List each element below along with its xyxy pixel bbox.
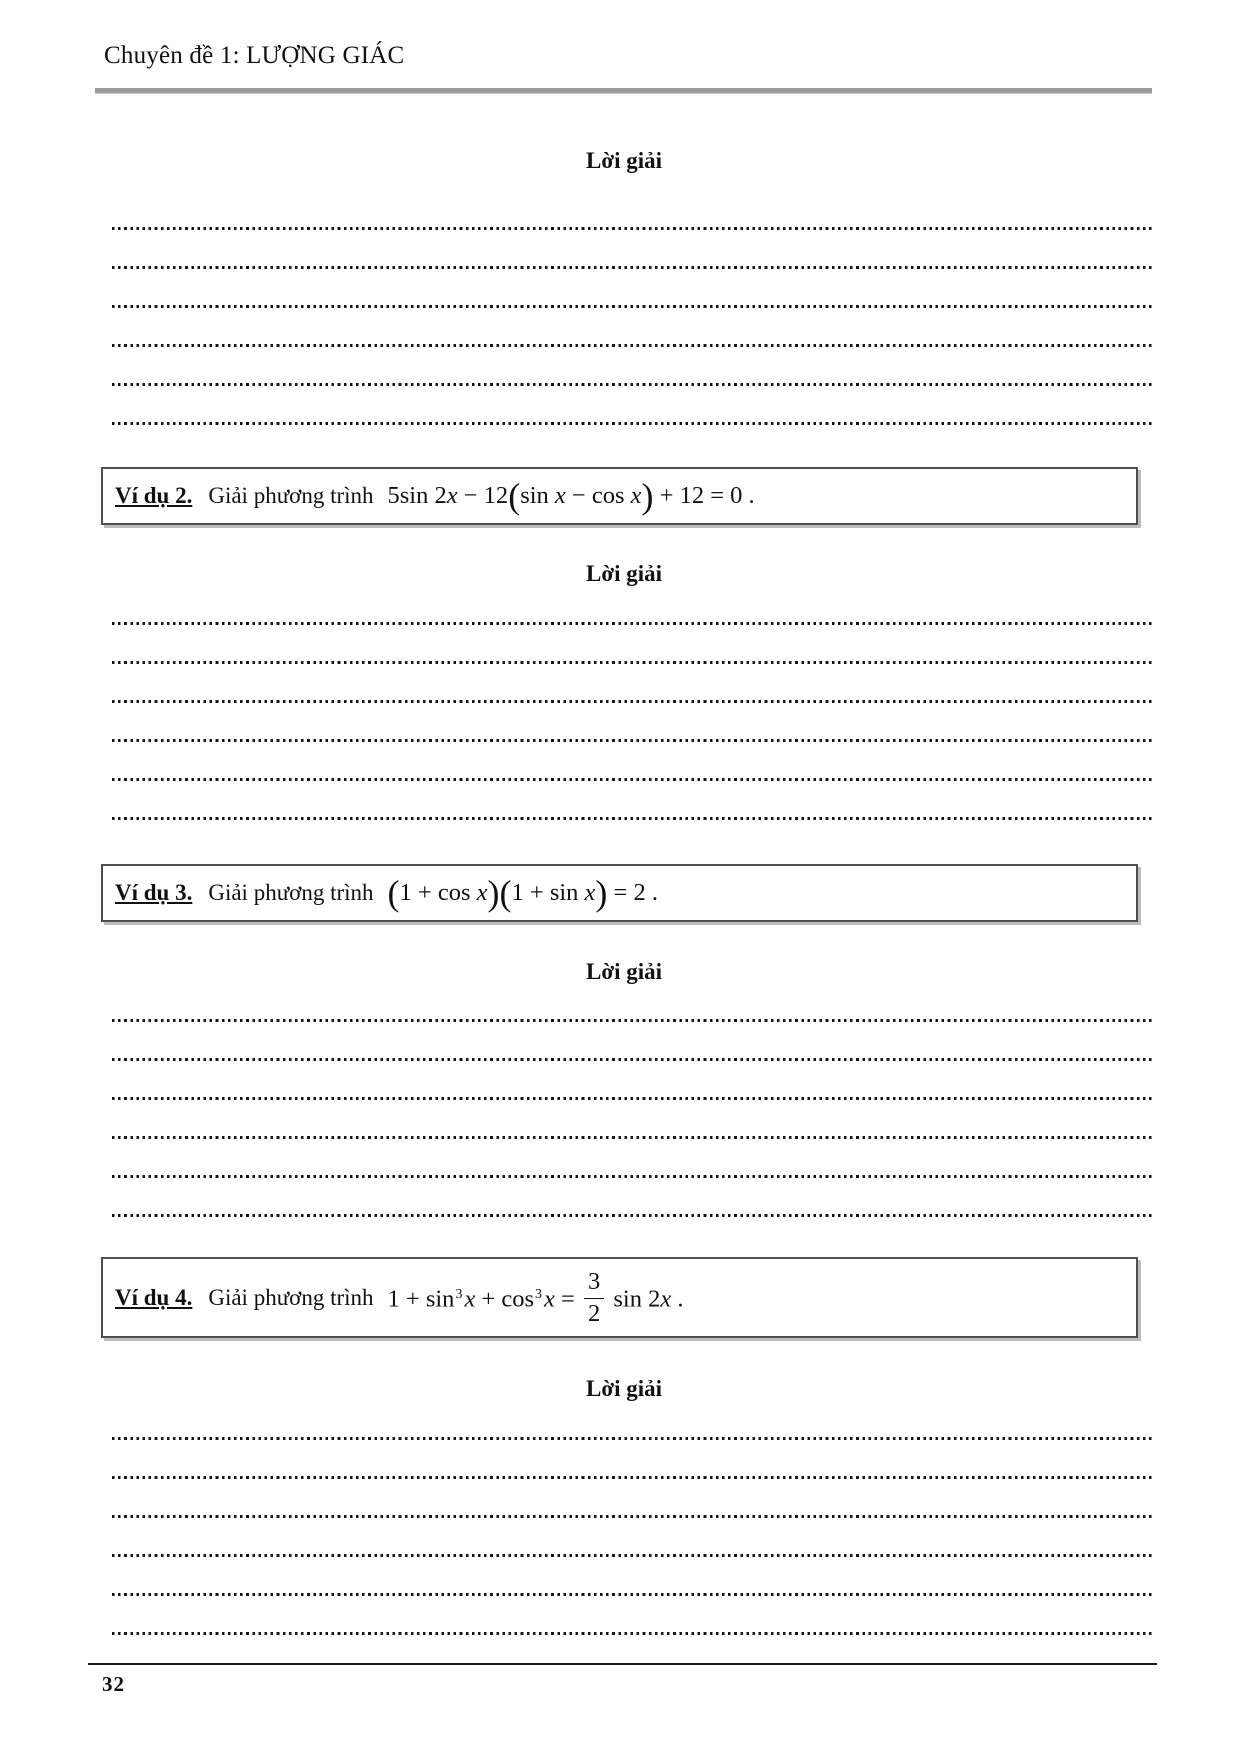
- fraction-numerator: 3: [584, 1269, 604, 1299]
- page-title: Chuyên đề 1: LƯỢNG GIÁC: [104, 42, 405, 69]
- dotted-line: [112, 700, 1154, 703]
- dotted-line: [112, 1554, 1154, 1557]
- example-prompt: Giải phương trình: [208, 1284, 374, 1310]
- exponent: 3: [535, 1286, 543, 1302]
- solution-heading: Lời giải: [586, 1376, 662, 1401]
- answer-lines: [112, 1437, 1154, 1635]
- dotted-line: [112, 1019, 1154, 1022]
- equation: (1 + cos x)(1 + sin x) = 2 .: [387, 873, 658, 913]
- fraction-denominator: 2: [588, 1299, 601, 1327]
- dotted-line: [112, 305, 1154, 308]
- answer-lines: [112, 1019, 1154, 1217]
- dotted-line: [112, 778, 1154, 781]
- header-divider: [95, 88, 1152, 94]
- example-box-3: [101, 864, 1138, 922]
- example-prompt: Giải phương trình: [208, 483, 374, 508]
- footer-divider: [88, 1663, 1157, 1665]
- dotted-line: [112, 622, 1154, 625]
- dotted-line: [112, 1632, 1154, 1635]
- equation: 5sin 2x − 12(sin x − cos x) + 12 = 0 .: [387, 476, 755, 516]
- answer-lines: [112, 622, 1154, 820]
- close-paren: ): [595, 873, 608, 913]
- dotted-line: [112, 266, 1154, 269]
- dotted-line: [112, 1515, 1154, 1518]
- open-paren: (: [387, 873, 400, 913]
- dotted-line: [112, 1593, 1154, 1596]
- answer-lines: [112, 227, 1154, 425]
- page-number: 32: [102, 1672, 125, 1696]
- dotted-line: [112, 383, 1154, 386]
- fraction: [584, 1269, 604, 1326]
- dotted-line: [112, 422, 1154, 425]
- dotted-line: [112, 1214, 1154, 1217]
- close-paren: ): [641, 476, 654, 516]
- dotted-line: [112, 1437, 1154, 1440]
- example-label: Ví dụ 2.: [115, 483, 193, 508]
- dotted-line: [112, 1476, 1154, 1479]
- example-box-4: [101, 1257, 1138, 1338]
- dotted-line: [112, 227, 1154, 230]
- dotted-line: [112, 739, 1154, 742]
- exponent: 3: [455, 1286, 463, 1302]
- example-label: Ví dụ 3.: [115, 880, 193, 905]
- example-box-2: [101, 467, 1138, 525]
- dotted-line: [112, 1175, 1154, 1178]
- example-label: Ví dụ 4.: [115, 1284, 193, 1310]
- equation: $1 + \sin^3x + \cos^3x$ = $\frac{3}{2}$ sin 2x .: [387, 1268, 684, 1327]
- dotted-line: [112, 661, 1154, 664]
- dotted-line: [112, 817, 1154, 820]
- close-paren: ): [487, 873, 500, 913]
- solution-heading: Lời giải: [586, 561, 662, 586]
- dotted-line: [112, 1097, 1154, 1100]
- open-paren: (: [508, 476, 521, 516]
- open-paren: (: [499, 873, 512, 913]
- example-prompt: Giải phương trình: [208, 880, 374, 905]
- solution-heading: Lời giải: [586, 959, 662, 984]
- solution-heading: Lời giải: [586, 148, 662, 173]
- dotted-line: [112, 344, 1154, 347]
- dotted-line: [112, 1058, 1154, 1061]
- dotted-line: [112, 1136, 1154, 1139]
